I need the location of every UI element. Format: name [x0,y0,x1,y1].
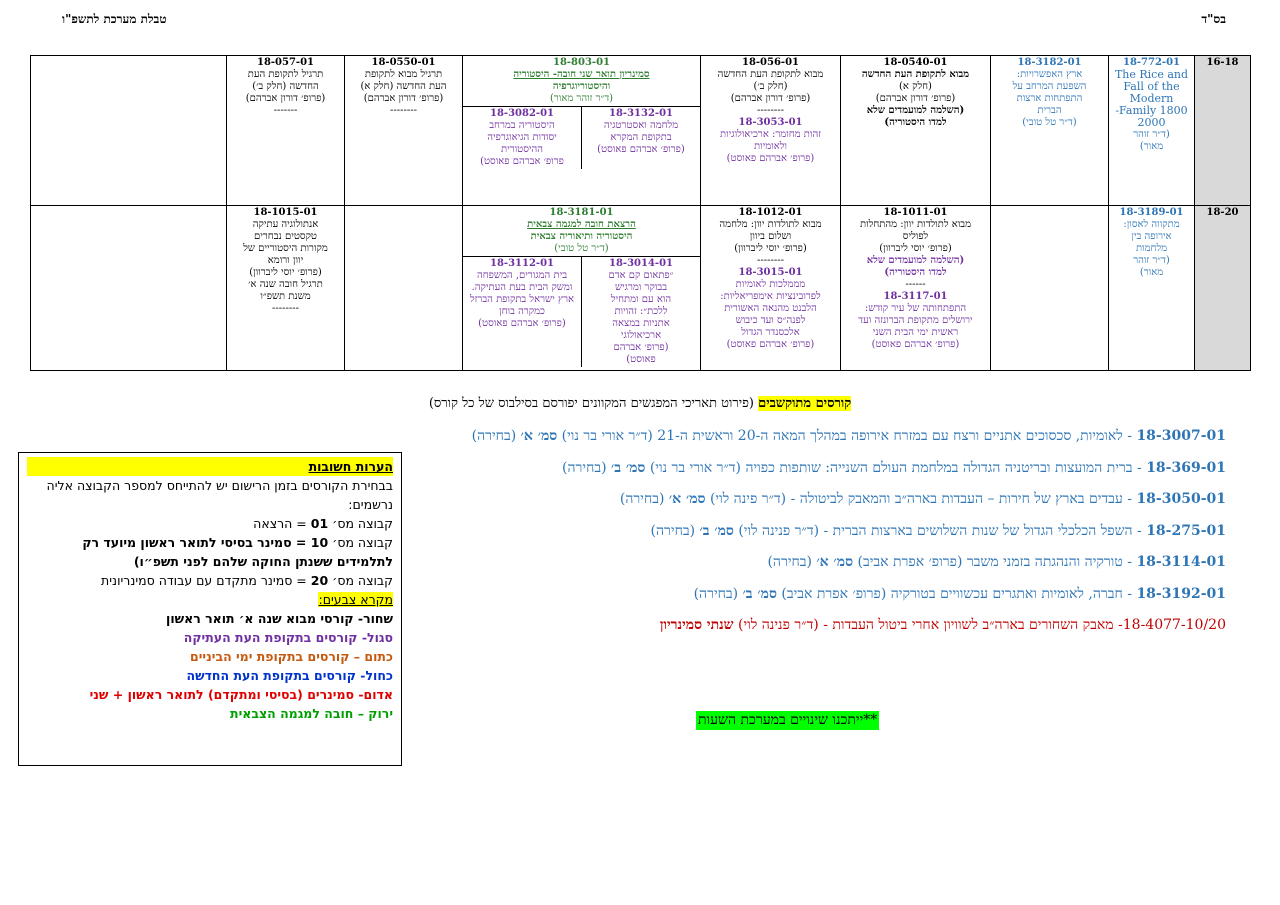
course-line: ארץ ישראל בתקופת הברזל [469,294,575,305]
group-number: 01 [310,516,329,531]
header-title: טבלת מערכת לתשפ"ו [62,12,167,26]
list-item[interactable] [420,489,1226,521]
course-line: יסודות הגיאוגרפיה [487,132,557,143]
course-line [843,69,988,81]
empty-cell [991,206,1109,371]
course-line: 2000 [1137,116,1166,129]
legend-title-text: מקרא צבעים: [318,592,393,607]
course-line: -------- [756,105,785,116]
course-line: (פרופ׳ דורון אברהם) [245,93,326,104]
course-tail: (בחירה) [650,522,700,539]
group-number: 20 [310,573,329,588]
course-code: 18-3050-01 [1136,491,1226,507]
course-line: לפרובינציות אימפריאליות: [720,291,821,302]
online-courses-title: קורסים מתוקשבים [758,396,852,411]
course-line: אתניות במצאה [612,318,670,329]
course-line: טקסטים נבחרים [254,231,317,242]
course-line: מבוא לתקופת העת החדשה [717,69,824,80]
course-line: ------ [905,279,926,290]
course-line: -------- [389,105,418,116]
course-cell[interactable] [345,56,463,206]
course-cell[interactable] [841,56,991,206]
course-line: מאור) [1139,141,1164,152]
course-code: 18-3189-01 [1119,207,1184,218]
course-line: היסטוריה ותיאוריה צבאית [530,231,633,242]
course-tail: (בחירה) [693,585,743,602]
course-line: בתקופת המקרא [610,132,672,143]
header-right-text: בס"ד [1201,12,1226,26]
course-line: (פרופ׳ יוסי ליברוון) [734,243,807,254]
course-line: ״פתאום קם אדם [608,270,674,281]
course-line: (ד״ר זוהר [1133,255,1170,266]
course-code: 18-3117-01 [883,291,948,302]
course-line: תרגיל חובה שנה א׳ [248,279,323,290]
empty-cell [345,206,463,371]
course-code: 18-369-01 [1146,459,1226,476]
course-block[interactable] [463,257,582,368]
course-line: ארץ האפשרויות: [1016,69,1083,80]
list-item[interactable] [420,521,1226,553]
course-line: Modern [1129,92,1174,105]
legend-orange: כתום – קורסים בתקופת ימי הביניים [190,649,393,664]
course-line: ההיסטורית [500,144,544,155]
time-slot: 16-18 [1195,56,1251,206]
course-line: (חלק ב׳) [753,81,788,92]
course-line: (פרופ׳ אברהם פאוסט) [478,318,566,329]
notes-text: קבוצה מס׳ [328,573,393,588]
semester-tag: סמ׳ א׳ [520,428,558,444]
course-line: מבוא לתולדות יוון: מהתחלות [859,219,971,230]
course-line: מלחמה ואסטרטגיה [603,120,679,131]
course-code: 18-1012-01 [738,207,803,218]
course-cell[interactable] [701,206,841,371]
course-line: פאוסט) [626,354,656,365]
course-line: והיסטוריוגרפיה [552,81,611,92]
online-courses-list [420,426,1226,647]
course-line: למדו היסטוריה) [884,117,947,128]
course-line: יוון ורומא [267,255,304,266]
course-line: מקורות היסטוריים של [243,243,328,254]
course-text: - טורקיה והנהגתה בזמני משבר (פרופ׳ אפרת אביב) [853,554,1137,570]
course-line: (פרופ׳ דורון אברהם) [875,93,956,104]
course-text: - לאומיות, סכסוכים אתניים ורצח עם במזרח אירופה במהלך המאה ה-20 וראשית ה-21 (ד״ר אורי בר נוי) [557,428,1137,444]
course-text: - ברית המועצות ובריטניה הגדולה במלחמת העולם השנייה: שותפות כפויה (ד״ר אורי בר נוי) [645,459,1147,476]
course-line: -------- [271,303,300,314]
course-code: 18-803-01 [552,57,610,68]
course-line: הרצאת חובה למגמה צבאית [527,219,636,230]
course-line: Fall of the [1123,80,1180,93]
course-line: מאור) [1139,267,1164,278]
split-cell [463,56,700,169]
course-block[interactable] [582,107,701,170]
course-code: 18-3181-01 [549,207,614,218]
course-line: (השלמה למועמדים שלא [866,255,965,266]
course-text: - חברה, לאומיות ואתגרים עכשוויים בטורקיה (פרופ׳ אפרת אביב) [776,585,1137,602]
list-item[interactable] [420,426,1226,458]
course-code: 18-0550-01 [371,57,436,68]
course-code: 18-772-01 [1122,57,1180,68]
course-code: 18-1015-01 [253,207,318,218]
legend-blue: כחול- קורסים בתקופת העת החדשה [186,668,393,683]
course-line: (פרופ׳ דורון אברהם) [363,93,444,104]
course-block[interactable] [463,56,700,107]
course-cell[interactable] [1109,206,1195,371]
course-line: מלחמות [1135,243,1168,254]
important-notes-box [18,452,402,766]
course-code: 18-275-01 [1146,522,1226,539]
legend-green: ירוק – חובה למגמה הצבאית [230,706,393,721]
course-line: (ד״ר טל טובי) [1022,117,1077,128]
legend-red: אדום- סמינרים (בסיסי ומתקדם) לתואר ראשון + שני [89,687,393,702]
course-line: (פרופ׳ דורון אברהם) [730,93,811,104]
empty-cell [31,206,227,371]
notes-text: = סמינר מתקדם עם עבודה סמינריונית [101,573,311,588]
course-line: הוא עם ומתחיל [610,294,672,305]
course-code: 18-1011-01 [883,207,948,218]
time-slot: 18-20 [1195,206,1251,371]
notes-line [27,533,393,571]
course-line: (פרופ׳ אברהם פאוסט) [871,339,960,350]
course-code: 18-3014-01 [609,258,673,269]
course-line: אירופה בין [1131,231,1172,242]
course-line: אנתולוגיה עתיקה [252,219,319,230]
course-line: (פרופ׳ אברהם פאוסט) [726,153,815,164]
course-block[interactable] [463,206,700,257]
course-cell-split[interactable] [463,56,701,206]
course-code: 18-057-01 [256,57,314,68]
course-line: (פרופ׳ אברהם פאוסט) [726,339,815,350]
schedule-table [30,55,1251,371]
course-text: - מאבק השחורים בארה״ב לשוויון אחרי ביטול העבדות - (ד״ר פנינה לוי) [733,617,1123,633]
course-line: ומשק הבית בעת העתיקה. [471,282,573,293]
course-code: 18-3132-01 [609,108,673,119]
course-cell[interactable] [701,56,841,206]
course-line: היסטוריה במרחב [489,120,555,131]
notes-text: = סמינר בסיסי לתואר ראשון מיועד רק לתלמידים ששנתן החוקה שלהם לפני תשפ״ו) [82,535,393,569]
course-block[interactable] [463,107,582,170]
course-line: התפתחותה של עיר קודש: [864,303,967,314]
course-line: ללכת״: זהויות [614,306,668,317]
list-item[interactable] [420,552,1226,584]
course-line: (ד״ר זוהר [1133,129,1170,140]
list-item[interactable] [420,458,1226,490]
notes-text: קבוצה מס׳ [328,535,393,550]
course-code: 18-3007-01 [1136,428,1226,444]
course-line: (פרופ׳ יוסי ליברוון) [879,243,952,254]
group-number: 10 [310,535,329,550]
course-line: (חלק א) [899,81,932,92]
schedule-row-18-20 [31,206,1251,371]
course-cell[interactable] [841,206,991,371]
course-line: (השלמה למועמדים שלא [866,105,965,116]
course-line: תרגיל לתקופת העת [247,69,324,80]
course-line: כמקרה בוחן [499,306,545,317]
course-line: בבוקר ומרגיש [614,282,668,293]
course-code: 18-3082-01 [490,108,554,119]
semester-tag: סמ׳ א׳ [816,554,854,570]
course-line: (פרופ׳ יוסי ליברוון) [249,267,322,278]
course-line: פרופ׳ אברהם פאוסט) [480,156,564,167]
course-line: השפעת המרחב על [1012,81,1087,92]
course-code: 18-0540-01 [883,57,948,68]
course-block[interactable] [582,257,701,368]
course-line: ראשית ימי הבית השני [872,327,959,338]
schedule-changes-note: **ייתכנו שינויים במערכת השעות [698,712,878,728]
online-courses-subtitle: (פירוט תאריכי המפגשים המקוונים יפורסם בסילבוס של כל קורס) [428,396,759,411]
notes-text: = הרצאה [253,516,311,531]
semester-tag: סמ׳ ב׳ [742,585,777,602]
course-cell[interactable] [227,56,345,206]
semester-tag: סמ׳ א׳ [668,491,706,507]
empty-cell [31,56,227,206]
course-code: 18-3015-01 [738,267,803,278]
course-line: מממלכות לאומיות [735,279,806,290]
course-line: הלבנט מהנאה האשורית [724,303,817,314]
course-line: התפתחות ארצות [1016,93,1083,104]
legend-purple: סגול- קורסים בתקופת העת העתיקה [183,630,393,645]
course-code: 18-3114-01 [1136,554,1226,570]
course-line: ושלום ביוון [749,231,792,242]
course-line: -------- [756,255,785,266]
list-item-seminar[interactable] [420,615,1226,647]
course-line: משנת תשפ״ו [260,291,311,302]
course-line: לפוליס [902,231,929,242]
legend-black: שחור- קורסי מבוא שנה א׳ תואר ראשון [166,611,393,626]
course-line: לפנה״ס ועד כיבוש [735,315,806,326]
course-line: ירושלים מתקופת הברונזה ועד [858,315,973,326]
course-line: מתקווה לאסון: [1123,219,1180,230]
notes-text: קבוצה מס׳ [328,516,393,531]
course-title: מבוא לתקופת העת החדשה [861,69,970,80]
online-courses-heading [0,395,1280,411]
course-line: Family 1800- [1115,104,1188,117]
course-cell-split[interactable] [463,206,701,371]
course-text: - עבדים בארץ של חירות – העבדות בארה״ב והמאבק לביטולה - (ד״ר פינה לוי) [705,491,1137,507]
course-line: (ד״ר זוהר מאור) [549,93,614,104]
course-cell[interactable] [1109,56,1195,206]
course-code: 18-3192-01 [1136,585,1226,602]
course-line: החדשה (חלק ב׳) [252,81,319,92]
course-line: העת החדשה (חלק א) [360,81,447,92]
course-line: (ד״ר טל טובי) [554,243,609,254]
course-code: 18-4077-10/20 [1122,617,1226,633]
course-line: (פרופ׳ אברהם פאוסט) [597,144,685,155]
course-tail: (בחירה) [562,459,612,476]
course-line: זהות מחומר: ארכיאולוגיות [720,129,821,140]
notes-line: בבחירת הקורסים בזמן הרישום יש להתייחס למספר הקבוצה אליה נרשמים: [46,478,393,512]
course-line: תרגיל מבוא לתקופת [364,69,443,80]
course-line: אלכסנדר הגדול [741,327,800,338]
semester-tag: סמ׳ ב׳ [699,522,734,539]
course-line: הברית [1037,105,1062,116]
course-tail: (בחירה) [619,491,669,507]
notes-line [27,514,393,533]
course-code: 18-3053-01 [738,117,803,128]
split-cell [463,206,700,367]
notes-title: הערות חשובות [27,457,393,476]
course-line: ארכיאולוגי [620,330,662,341]
notes-line [27,571,393,590]
course-line: ולאומיות [753,141,787,152]
course-code: 18-3112-01 [490,258,554,269]
course-cell[interactable] [227,206,345,371]
legend-title [27,590,393,609]
schedule-row-16-18 [31,56,1251,206]
course-text: - השפל הכלכלי הגדול של שנות השלושים בארצות הברית - (ד״ר פנינה לוי) [733,522,1147,539]
seminar-tag: שנתי סמינריון [659,617,734,633]
semester-tag: סמ׳ ב׳ [611,459,646,476]
course-code: 18-056-01 [741,57,799,68]
list-item[interactable] [420,584,1226,616]
course-tail: (בחירה) [767,554,817,570]
course-line: (פרופ׳ אברהם [613,342,669,353]
course-line: ------- [273,105,298,116]
course-line: למדו היסטוריה) [884,267,947,278]
course-line: בית המגורים, המשפחה [476,270,568,281]
course-line: מבוא לתולדות יוון: מלחמה [719,219,822,230]
course-cell[interactable] [991,56,1109,206]
course-line: סמינריון תואר שני חובה- היסטוריה [513,69,650,80]
course-code: 18-3182-01 [1017,57,1082,68]
course-tail: (בחירה) [471,428,521,444]
course-line: The Rice and [1114,68,1189,81]
